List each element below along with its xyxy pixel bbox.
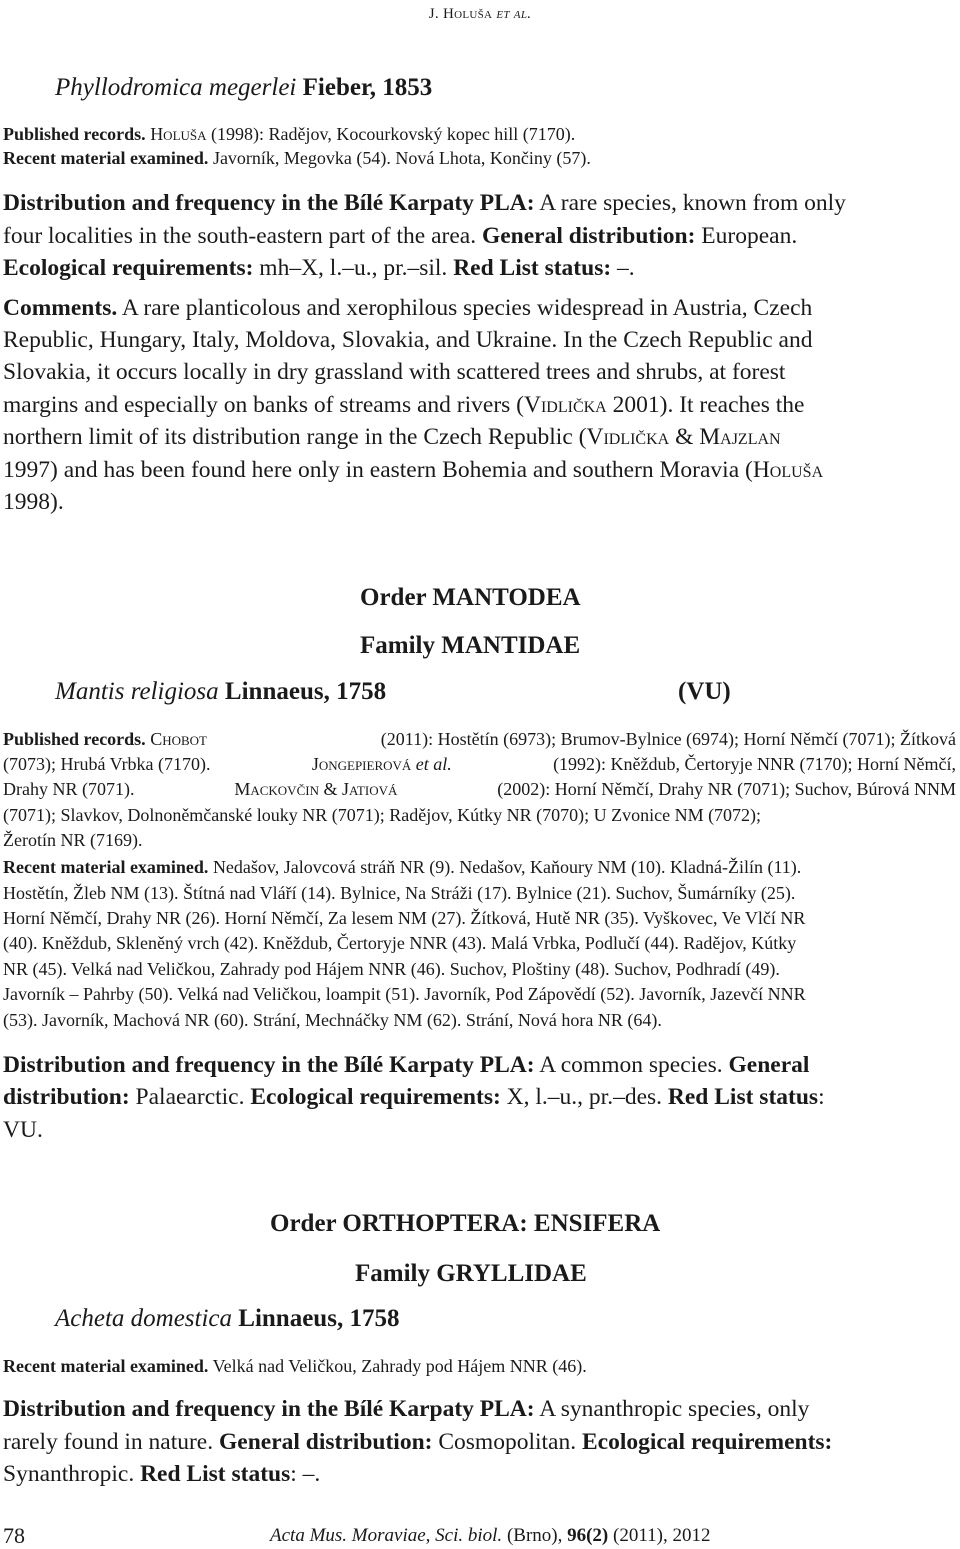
text: Velká nad Veličkou, Zahrady pod Hájem NNR (46). (212, 1356, 587, 1376)
red-label: Red List status (140, 1461, 291, 1487)
text: (53). Javorník, Machová NR (60). Strání, Mechnáčky NM (62). Strání, Nová hora NR (64). (3, 1010, 662, 1030)
comments-line3 (3, 359, 785, 386)
text: (1998): Radějov, Kocourkovský kopec hill (7170). (211, 124, 576, 144)
eco-text: Synanthropic. (3, 1461, 135, 1487)
label: Distribution and frequency in the Bílé Karpaty PLA: (3, 1396, 535, 1422)
published-records-1 (3, 124, 575, 145)
general-text: Cosmopolitan. (438, 1429, 577, 1455)
text: (2002): Horní Němčí, Drahy NR (7071); Suchov, Búrová NNM (497, 779, 956, 799)
red-text: VU. (3, 1117, 43, 1143)
general-label: General (728, 1052, 810, 1078)
text: A synanthropic species, only (539, 1396, 810, 1422)
recent-material-3 (3, 1356, 587, 1377)
ampersand: & (323, 779, 338, 799)
author: Vidlička (524, 392, 607, 418)
red-label: Red List status: (453, 255, 612, 281)
text: margins and especially on banks of streams and rivers ( (3, 392, 524, 418)
general-label: General distribution: (481, 223, 696, 249)
comments-line1 (3, 295, 812, 322)
eco-label: Ecological requirements: (581, 1429, 833, 1455)
distribution-1-line1 (3, 190, 846, 217)
jline-mid (312, 754, 452, 775)
text: (7071); Slavkov, Dolnoněmčanské louky NR (7071); Radějov, Kútky NR (7070); U Zvonice NM (7072); (3, 805, 762, 825)
distribution-2-line3 (3, 1117, 43, 1144)
author: Mackovčin (234, 779, 319, 799)
text: 1998). (3, 489, 64, 515)
text: (2011): Hostětín (6973); Brumov-Bylnice (6974); Horní Němčí (7071); Žítková (380, 729, 956, 749)
text: northern limit of its distribution range in the Czech Republic ( (3, 424, 587, 450)
published-records-2-line4 (3, 805, 956, 826)
text: Republic, Hungary, Italy, Moldova, Slovakia, and Ukraine. (3, 327, 558, 353)
text: A common species. (539, 1052, 723, 1078)
jline-mid (234, 779, 397, 800)
jline-left (3, 729, 207, 750)
author: Holuša (752, 457, 824, 483)
eco-label: Ecological requirements: (3, 255, 254, 281)
eco-text: X, l.–u., pr.–des. (506, 1084, 663, 1110)
distribution-2-line2 (3, 1084, 825, 1111)
label: Published records. (3, 729, 146, 749)
label: Recent material examined. (3, 857, 209, 877)
recent-material-2-line2 (3, 883, 795, 904)
label: Recent material examined. (3, 148, 209, 168)
recent-material-2-line6 (3, 984, 806, 1005)
order-heading-mantodea: Order MANTODEA (360, 584, 581, 611)
label: Distribution and frequency in the Bílé Karpaty PLA: (3, 190, 535, 216)
family-heading-mantidae: Family MANTIDAE (360, 632, 581, 659)
species-name: Mantis religiosa (55, 678, 219, 705)
author: Chobot (150, 729, 207, 749)
red-colon: : (818, 1084, 825, 1110)
author: Jatiová (341, 779, 398, 799)
species-heading-acheta (55, 1305, 399, 1333)
author: Jongepierová (311, 754, 412, 774)
general-label: General distribution: (219, 1429, 433, 1455)
recent-material-2-line7 (3, 1010, 662, 1031)
journal-place: (Brno), (506, 1525, 563, 1546)
text: NR (45). Velká nad Veličkou, Zahrady pod Hájem NNR (46). Suchov, Ploštiny (48). Suchov, Podhradí (49). (3, 959, 780, 979)
label: Recent material examined. (3, 1356, 209, 1376)
running-head (0, 6, 960, 23)
author-initial: J. H (428, 6, 455, 22)
text: Javorník – Pahrby (50). Velká nad Veličkou, loampit (51). Javorník, Pod Zápovědí (52). Javorník, Jazevčí NNR (3, 984, 806, 1004)
text: Žerotín NR (7169). (3, 830, 143, 850)
species-authority: Linnaeus, 1758 (238, 1305, 400, 1332)
text: four localities in the south-eastern part of the area. (3, 223, 477, 249)
text: Javorník, Megovka (54). Nová Lhota, Končiny (57). (212, 148, 591, 168)
comments-line4 (3, 392, 804, 419)
comments-line5 (3, 424, 781, 451)
recent-material-2-line1 (3, 857, 801, 878)
journal-years: (2011), 2012 (613, 1525, 711, 1546)
distribution-3-line2 (3, 1429, 832, 1456)
et-al: et al. (415, 754, 452, 774)
distribution-1-line3 (3, 255, 635, 282)
family-heading-gryllidae: Family GRYLLIDAE (355, 1260, 587, 1287)
distribution-3-line1 (3, 1396, 809, 1423)
recent-material-2-line3 (3, 908, 805, 929)
recent-material-2-line5 (3, 959, 780, 980)
eco-label: Ecological requirements: (250, 1084, 501, 1110)
published-records-2-line2 (3, 754, 956, 775)
comments-label: Comments. (3, 295, 118, 321)
author: Vidlička (586, 424, 670, 450)
text: In the Czech Republic and (563, 327, 813, 353)
text: Hostětín, Žleb NM (13). Štítná nad Vláří (14). Bylnice, Na Stráži (17). Bylnice (21). Suchov, Šumárníky (25). (3, 883, 796, 903)
text: A rare species, known from only (539, 190, 846, 216)
red-text: –. (617, 255, 635, 281)
red-label: Red List status (667, 1084, 819, 1110)
species-heading-phyllodromica (55, 74, 432, 102)
recent-material-2-line4 (3, 933, 796, 954)
journal-volume: 96(2) (567, 1525, 609, 1546)
status-tag-text: (VU) (678, 678, 731, 705)
recent-material-1 (3, 148, 591, 169)
text: 2001). It reaches the (612, 392, 805, 418)
text: A rare planticolous and xerophilous species widespread in Austria, Czech (121, 295, 813, 321)
author-surname: oluša (454, 6, 493, 22)
author: Holuša (150, 124, 207, 144)
published-records-2-line1 (3, 729, 956, 750)
species-name: Acheta domestica (55, 1305, 233, 1332)
general-text: Palaearctic. (135, 1084, 245, 1110)
species-authority: Linnaeus, 1758 (224, 678, 387, 705)
journal-citation (270, 1525, 710, 1547)
page-number: 78 (3, 1523, 25, 1548)
et-al: et al. (496, 6, 532, 22)
text: Drahy NR (7071). (3, 779, 135, 799)
comments-line6 (3, 457, 823, 484)
distribution-3-line3 (3, 1461, 320, 1488)
text: (7073); Hrubá Vrbka (7170). (3, 754, 211, 774)
general-text: European. (701, 223, 798, 249)
text: (1992): Kněždub, Čertoryje NNR (7170); Horní Němčí, (553, 754, 956, 774)
eco-text: mh–X, l.–u., pr.–sil. (259, 255, 448, 281)
comments-line7 (3, 489, 64, 516)
journal-name: Acta Mus. Moraviae, Sci. biol. (270, 1525, 503, 1546)
general-label: distribution: (3, 1084, 130, 1110)
species-name: Phyllodromica megerlei (55, 74, 297, 101)
label: Distribution and frequency in the Bílé Karpaty PLA: (3, 1052, 535, 1078)
red-text: : –. (290, 1461, 321, 1487)
published-records-2-line3 (3, 779, 956, 800)
ampersand: & (675, 424, 694, 450)
text: rarely found in nature. (3, 1429, 214, 1455)
text: Slovakia, it occurs locally in dry grassland with scattered trees and shrubs, at forest (3, 359, 786, 385)
distribution-1-line2 (3, 223, 797, 250)
comments-line2 (3, 327, 812, 354)
author: Majzlan (699, 424, 781, 450)
order-heading-orthoptera: Order ORTHOPTERA: ENSIFERA (270, 1210, 661, 1237)
label: Published records. (3, 124, 146, 144)
status-tag (678, 678, 731, 706)
published-records-2-line5 (3, 830, 142, 851)
species-heading-mantis (55, 678, 386, 706)
text: Horní Němčí, Drahy NR (26). Horní Němčí, Za lesem NM (27). Žítková, Hutě NR (35). Vyškovec, Ve Vlčí NR (3, 908, 806, 928)
text: (40). Kněždub, Skleněný vrch (42). Kněždub, Čertoryje NNR (43). Malá Vrbka, Podlučí (44). Radějov, Kútky (3, 933, 797, 953)
text: Nedašov, Jalovcová stráň NR (9). Nedašov, Kaňoury NM (10). Kladná-Žilín (11). (212, 857, 802, 877)
species-authority: Fieber, 1853 (302, 74, 433, 101)
text: 1997) and has been found here only in eastern Bohemia and southern Moravia ( (3, 457, 753, 483)
distribution-2-line1 (3, 1052, 809, 1079)
